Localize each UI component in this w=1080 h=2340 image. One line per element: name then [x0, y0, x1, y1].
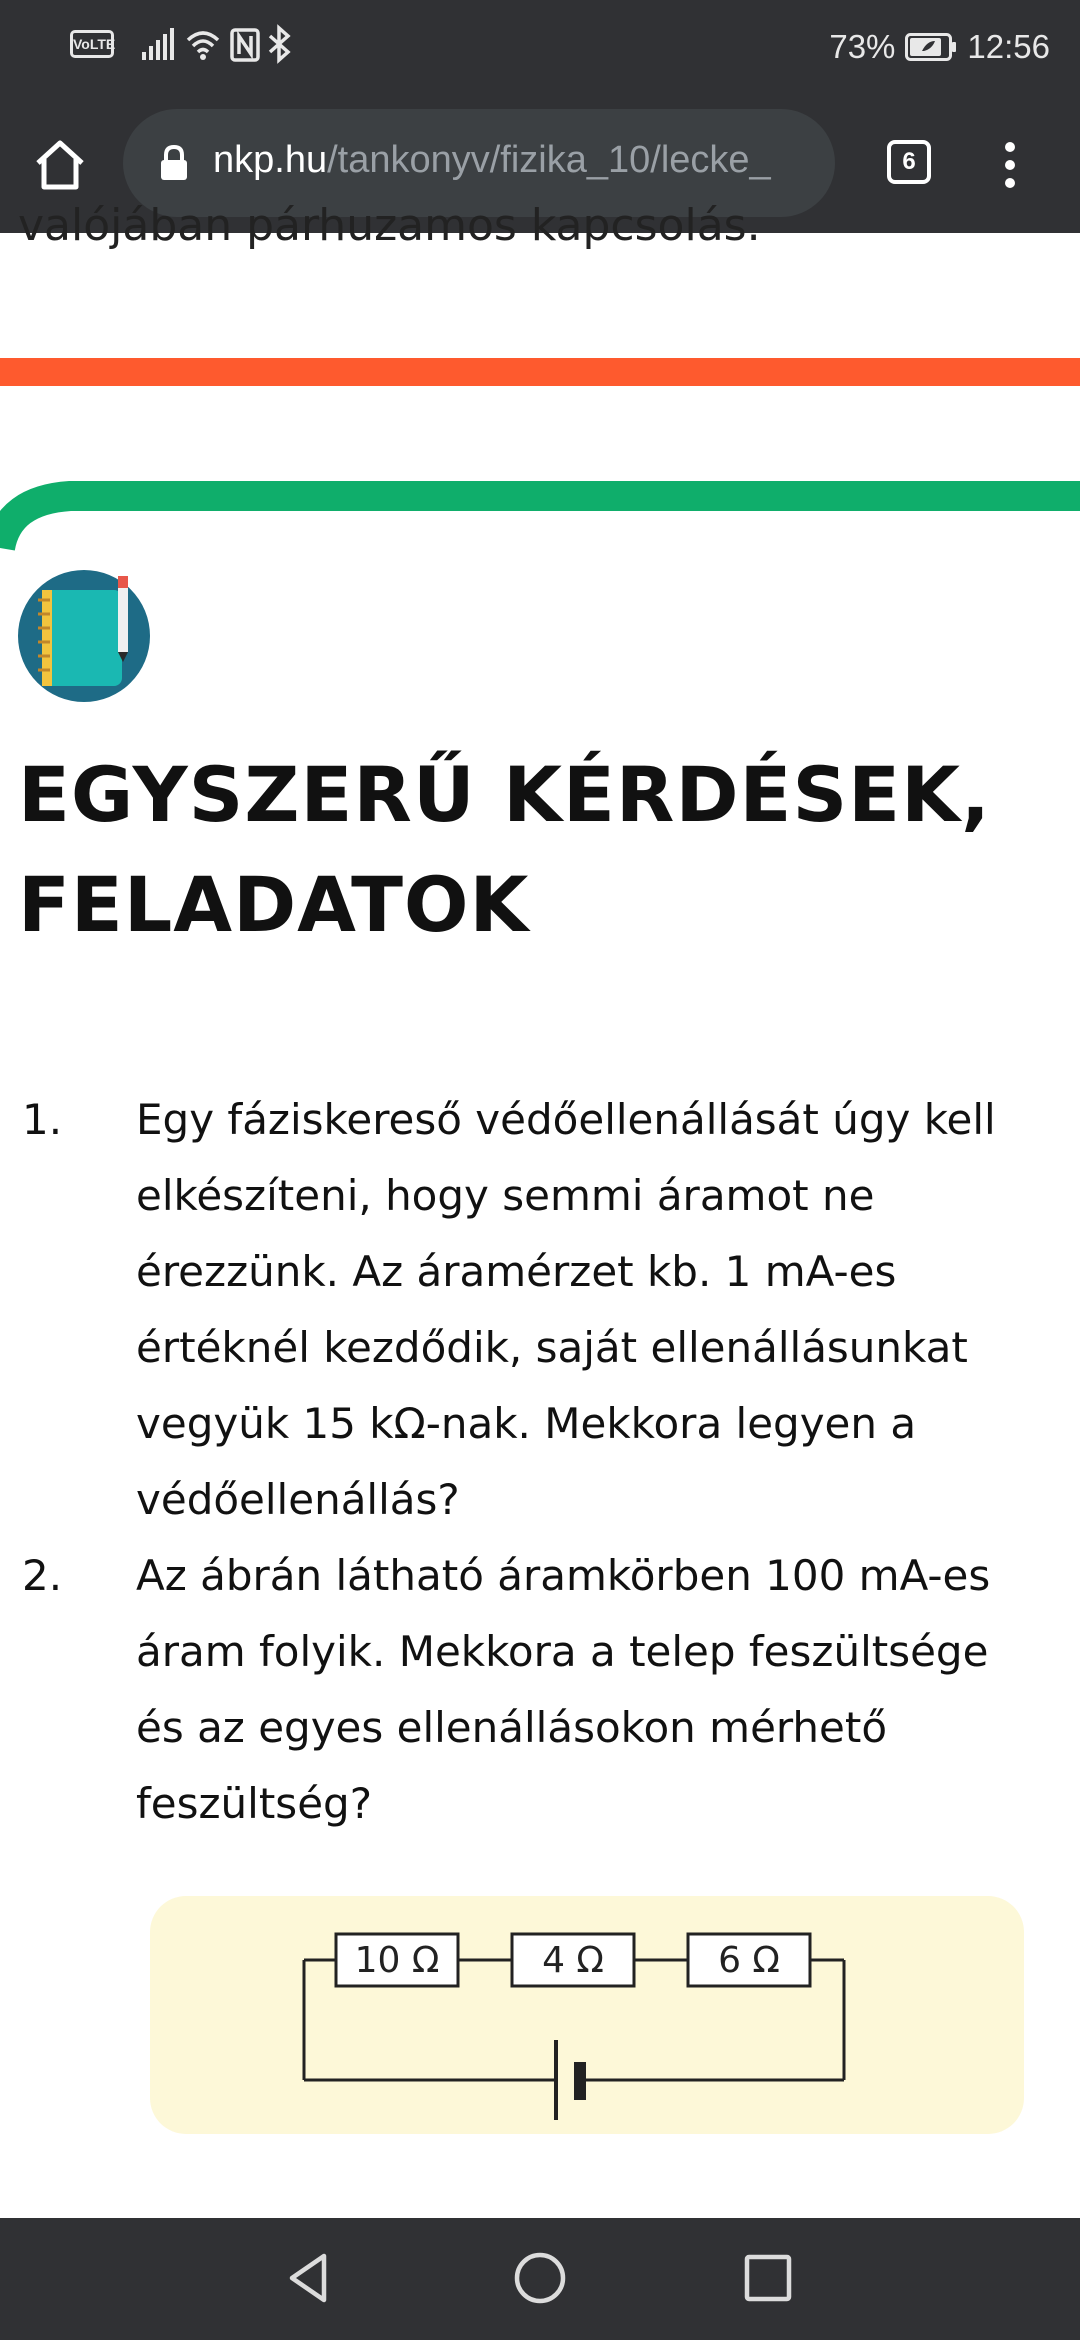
orange-divider: [0, 358, 1080, 386]
wifi-icon: [188, 33, 218, 52]
green-section-arc: [0, 478, 1080, 558]
tab-switcher-button[interactable]: 6: [887, 140, 931, 184]
resistor-3-label: 6 Ω: [718, 1940, 780, 1981]
back-icon[interactable]: [280, 2248, 340, 2308]
signal-icon: [142, 28, 174, 60]
previous-section-text: valójában párhuzamos kapcsolás.: [18, 200, 761, 251]
system-nav-bar: [0, 2218, 1080, 2340]
home-icon[interactable]: [30, 135, 90, 195]
url-domain: nkp.hu: [213, 139, 328, 181]
clock: 12:56: [967, 28, 1050, 65]
home-nav-icon[interactable]: [510, 2248, 570, 2308]
task-item: [0, 1082, 1080, 1538]
task-number: 2.: [22, 1551, 63, 1600]
battery-percent: 73%: [829, 28, 896, 65]
resistor-2-label: 4 Ω: [542, 1940, 604, 1981]
resistor-1-label: 10 Ω: [354, 1940, 440, 1981]
battery-short-plate: [574, 2062, 586, 2100]
status-bar: [0, 0, 1080, 95]
circuit-diagram: [150, 1896, 1024, 2134]
battery-icon: [905, 33, 957, 61]
url-path: /tankonyv/fizika_10/lecke_: [327, 139, 771, 181]
task-text: Az ábrán látható áramkörben 100 mA-es áram folyik. Mekkora a telep feszültsége és az egyes ellenállásokon mérhető feszültség?: [136, 1551, 991, 1828]
status-right: [829, 22, 1050, 72]
task-item: [0, 1538, 1080, 1842]
more-menu-icon[interactable]: [995, 135, 1025, 195]
bluetooth-icon: [270, 28, 288, 60]
notebook-icon: [16, 568, 152, 704]
section-title: EGYSZERŰ KÉRDÉSEK, FELADATOK: [18, 750, 991, 949]
task-text: Egy fáziskereső védőellenállását úgy kell elkészíteni, hogy semmi áramot ne érezzünk. Az áramérzet kb. 1 mA-es értéknél kezdődik, saját ellenállásunkat vegyük 15 kΩ-nak. Mekkora legyen a védőellenállás?: [136, 1095, 996, 1524]
lock-icon: [159, 145, 189, 181]
volte-badge: VoLTE: [70, 30, 114, 58]
url-text: [213, 139, 771, 182]
task-number: 1.: [22, 1095, 63, 1144]
status-icons: [140, 24, 310, 64]
task-list: [0, 1082, 1080, 1842]
recents-icon[interactable]: [738, 2248, 798, 2308]
nfc-icon: [232, 30, 258, 60]
